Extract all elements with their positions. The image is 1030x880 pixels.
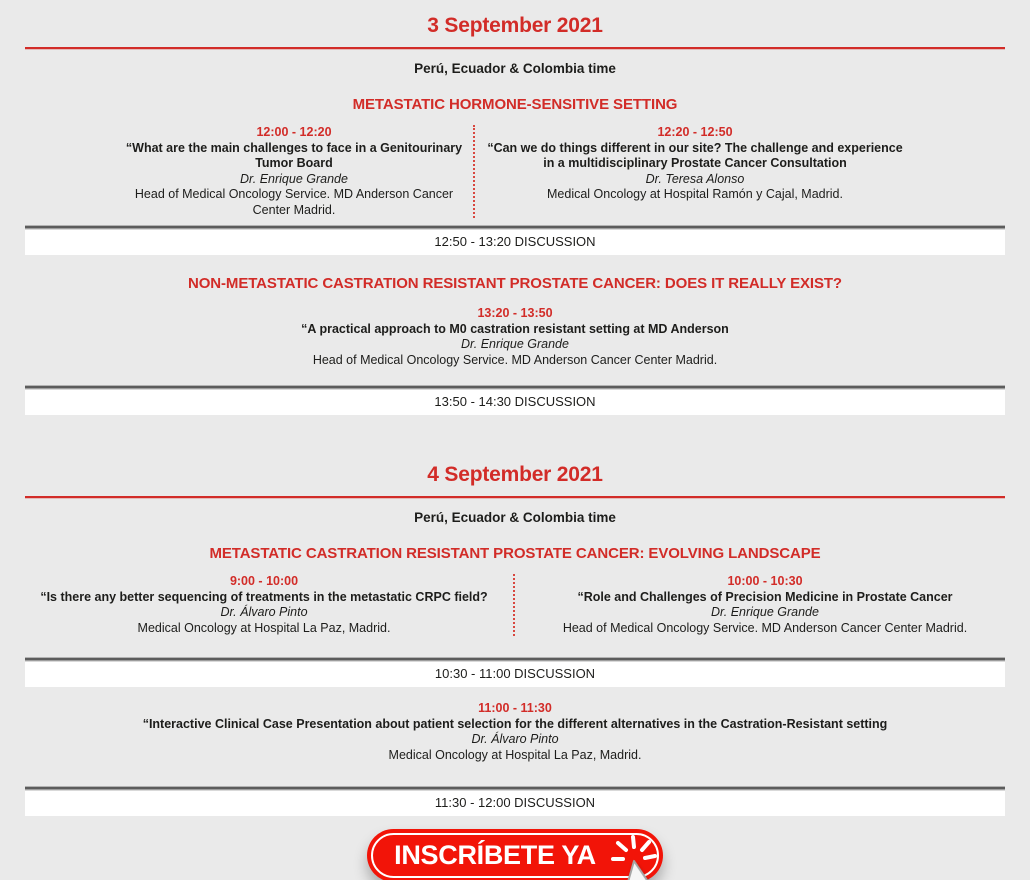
session-time: 12:00 - 12:20 (256, 125, 332, 139)
session-title: “What are the main challenges to face in a Genitourinary Tumor Board (125, 140, 463, 170)
session-title: “Is there any better sequencing of treatments in the metastatic CRPC field? (40, 589, 488, 604)
day2-timezone-label: Perú, Ecuador & Colombia time (414, 510, 616, 525)
day1-section1-heading: METASTATIC HORMONE-SENSITIVE SETTING (352, 96, 678, 113)
session-speaker: Dr. Álvaro Pinto (220, 605, 308, 619)
session-speaker: Dr. Enrique Grande (240, 171, 348, 186)
session-affiliation: Head of Medical Oncology Service. MD Anderson Cancer Center Madrid. (562, 620, 968, 635)
session-card (475, 125, 915, 218)
discussion-band (25, 657, 1005, 687)
click-sparkle-rays (613, 837, 655, 859)
session-card (15, 574, 515, 636)
discussion-band (25, 225, 1005, 255)
session-time: 12:20 - 12:50 (657, 125, 733, 139)
day2-session-row (15, 574, 1015, 636)
day2-date-underline (25, 496, 1005, 498)
session-title: “Interactive Clinical Case Presentation about patient selection for the different alternatives in the Castration-Resistant setting (142, 716, 888, 731)
day1-section2-heading: NON-METASTATIC CASTRATION RESISTANT PROSTATE CANCER: DOES IT REALLY EXIST? (188, 275, 842, 292)
day2-date-heading: 4 September 2021 (427, 463, 603, 486)
session-speaker: Dr. Álvaro Pinto (471, 732, 559, 746)
session-title: “Role and Challenges of Precision Medicine in Prostate Cancer (577, 589, 953, 604)
mouse-arrow (624, 861, 657, 880)
session-affiliation: Head of Medical Oncology Service. MD Anderson Cancer Center Madrid. (312, 352, 718, 367)
cta-container (0, 829, 1030, 880)
day1-date-heading: 3 September 2021 (427, 14, 603, 37)
register-button[interactable] (367, 829, 663, 880)
discussion-label: 12:50 - 13:20 DISCUSSION (434, 234, 596, 249)
session-time: 13:20 - 13:50 (477, 306, 553, 320)
day2-section1-heading: METASTATIC CASTRATION RESISTANT PROSTATE CANCER: EVOLVING LANDSCAPE (209, 545, 821, 562)
session-time: 11:00 - 11:30 (478, 701, 552, 715)
discussion-band (25, 385, 1005, 415)
session-card (115, 125, 475, 218)
discussion-label: 11:30 - 12:00 DISCUSSION (434, 795, 596, 810)
click-cursor-icon (605, 834, 681, 880)
discussion-label: 10:30 - 11:00 DISCUSSION (434, 666, 596, 681)
day1-timezone-label: Perú, Ecuador & Colombia time (414, 61, 616, 76)
session-affiliation: Head of Medical Oncology Service. MD Anderson Cancer Center Madrid. (134, 187, 454, 217)
discussion-label: 13:50 - 14:30 DISCUSSION (434, 394, 596, 409)
session-speaker: Dr. Enrique Grande (711, 605, 819, 619)
day1-date-underline (25, 47, 1005, 49)
session-time: 9:00 - 10:00 (229, 574, 299, 588)
session-affiliation: Medical Oncology at Hospital Ramón y Cajal, Madrid. (547, 187, 843, 201)
session-card (15, 306, 1015, 368)
session-speaker: Dr. Teresa Alonso (645, 171, 745, 186)
session-title: “A practical approach to M0 castration resistant setting at MD Anderson (301, 321, 729, 336)
session-affiliation: Medical Oncology at Hospital La Paz, Madrid. (137, 620, 391, 635)
session-speaker: Dr. Enrique Grande (461, 337, 569, 351)
session-card (515, 574, 1015, 636)
day1-session-row (115, 125, 915, 218)
discussion-band (25, 786, 1005, 816)
session-time: 10:00 - 10:30 (727, 574, 803, 588)
session-card (15, 701, 1015, 763)
session-affiliation: Medical Oncology at Hospital La Paz, Madrid. (388, 747, 642, 762)
session-title: “Can we do things different in our site? The challenge and experience in a multidisciplinary Prostate Cancer Consultation (487, 140, 903, 170)
register-button-label: INSCRÍBETE YA (394, 840, 596, 870)
